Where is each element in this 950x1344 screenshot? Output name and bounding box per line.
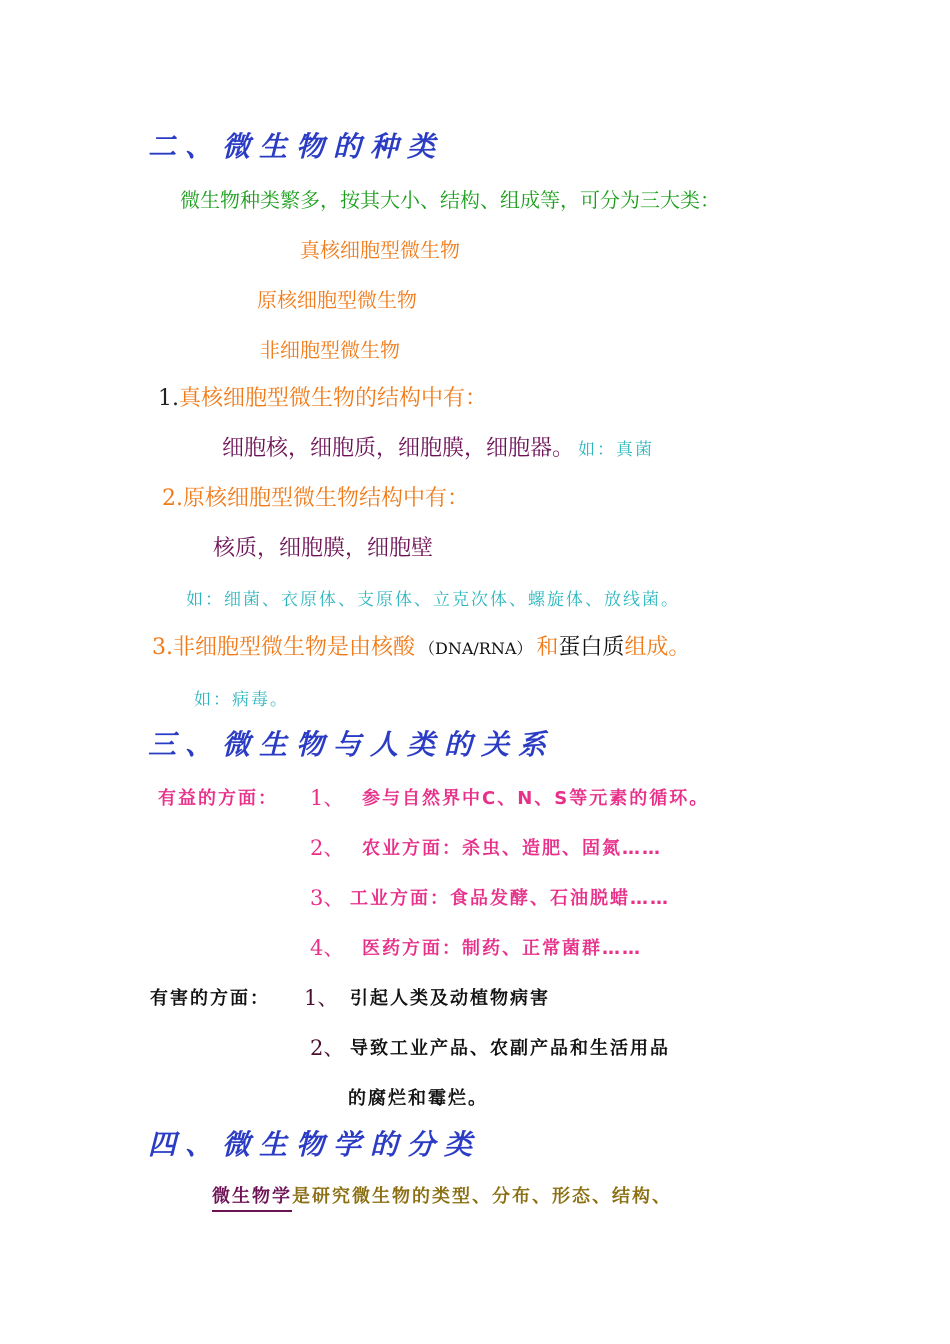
beneficial-2-text: 农业方面：杀虫、造肥、固氮…… — [362, 838, 662, 859]
beneficial-4-text: 医药方面：制药、正常菌群…… — [362, 938, 642, 959]
beneficial-4-num: 4、 — [310, 936, 345, 960]
section-4-definition — [212, 1188, 672, 1206]
item-2-example: 如：细菌、衣原体、支原体、立克次体、螺旋体、放线菌。 — [186, 590, 680, 610]
beneficial-3-text: 工业方面：食品发酵、石油脱蜡…… — [350, 888, 670, 909]
item-3-example: 如：病毒。 — [194, 690, 289, 710]
beneficial-1-num: 1、 — [310, 786, 345, 810]
harmful-1-text: 引起人类及动植物病害 — [350, 988, 550, 1009]
beneficial-label: 有益的方面： — [158, 788, 278, 809]
beneficial-1-text: 参与自然界中C、N、S等元素的循环。 — [362, 788, 710, 809]
item-1-text: 真核细胞型微生物的结构中有： — [179, 386, 488, 411]
harmful-2-num: 2、 — [310, 1036, 345, 1060]
item-3-text-a: 3.非细胞型微生物是由核酸 — [152, 635, 415, 660]
item-3-heading — [152, 637, 690, 659]
item-3-paren: （DNA/RNA） — [419, 639, 533, 658]
harmful-2-text: 导致工业产品、农副产品和生活用品 — [350, 1038, 670, 1059]
item-3-text-b: 和 — [536, 635, 559, 660]
item-2-parts: 核质，细胞膜，细胞壁 — [213, 536, 434, 561]
section-4-heading: 四、微生物学的分类 — [148, 1128, 482, 1161]
beneficial-2-num: 2、 — [310, 836, 345, 860]
section-2-heading: 二、微生物的种类 — [148, 130, 445, 163]
item-1-parts: 细胞核，细胞质，细胞膜，细胞器。 — [222, 436, 575, 461]
item-1-heading — [158, 388, 487, 410]
item-3-text-c: 蛋白质 — [558, 635, 625, 660]
harmful-label: 有害的方面： — [150, 988, 270, 1009]
term-microbiology: 微生物学 — [212, 1186, 292, 1212]
harmful-1-num: 1、 — [304, 986, 339, 1010]
harmful-2-continuation: 的腐烂和霉烂。 — [348, 1088, 488, 1109]
item-1-example: 如：真菌 — [578, 440, 655, 460]
item-1-number: 1. — [158, 386, 179, 411]
item-3-text-d: 组成。 — [624, 635, 691, 660]
section-3-heading: 三、微生物与人类的关系 — [148, 728, 556, 761]
definition-text: 是研究微生物的类型、分布、形态、结构、 — [292, 1186, 672, 1207]
item-1-body — [222, 438, 654, 460]
category-prokaryotic: 原核细胞型微生物 — [257, 288, 417, 312]
category-eukaryotic: 真核细胞型微生物 — [300, 238, 460, 262]
item-2-heading: 2.原核细胞型微生物结构中有： — [162, 486, 469, 511]
section-2-intro: 微生物种类繁多，按其大小、结构、组成等，可分为三大类： — [180, 188, 720, 212]
beneficial-3-num: 3、 — [310, 886, 345, 910]
category-acellular: 非细胞型微生物 — [260, 338, 400, 362]
